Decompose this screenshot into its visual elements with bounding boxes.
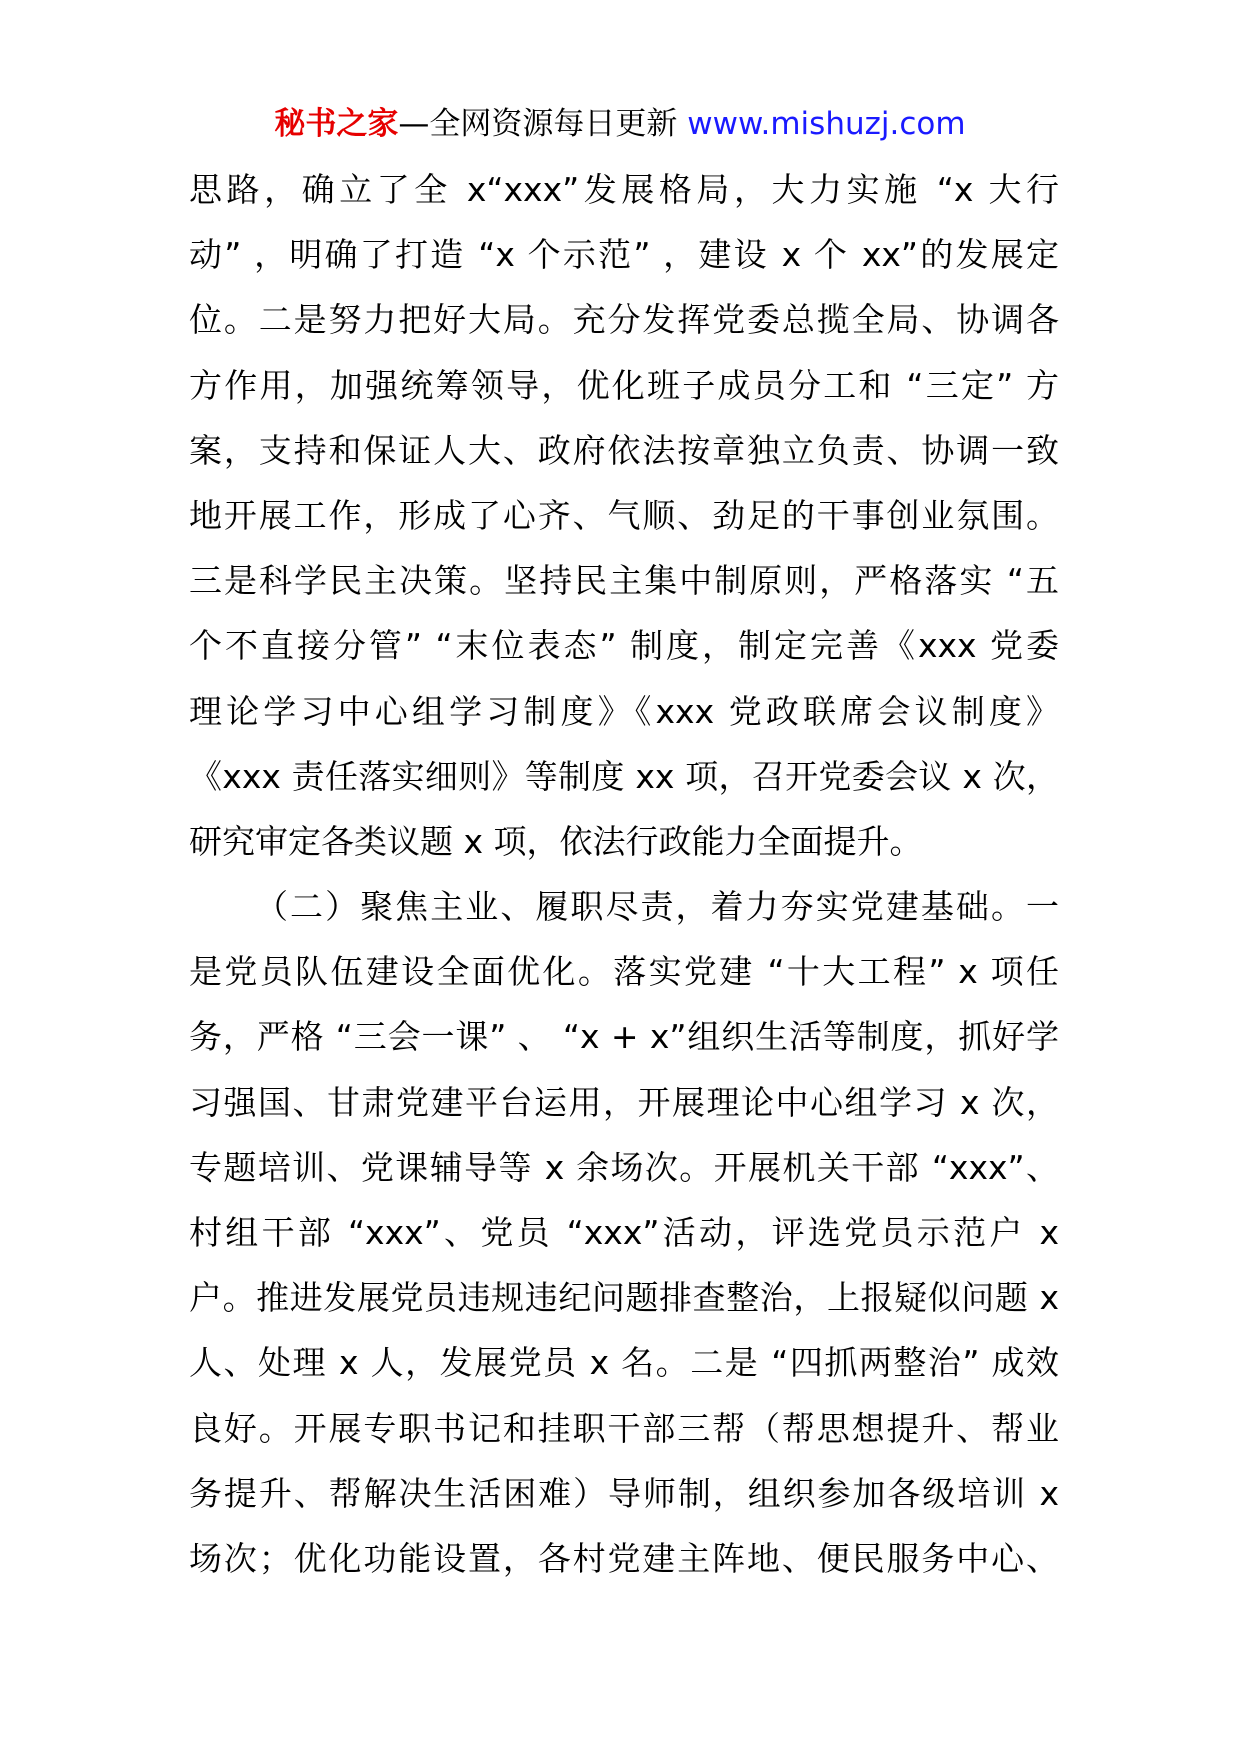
page-header	[0, 100, 1240, 148]
text-line: 户。推进发展党员违规违纪问题排查整治，上报疑似问题 x	[189, 1278, 1059, 1318]
site-slogan: —全网资源每日更新	[398, 106, 688, 142]
text-line: 理论学习中心组学习制度》《xxx 党政联席会议制度》	[189, 691, 1059, 731]
text-line: 思路，确立了全 x“xxx”发展格局，大力实施 “x 大行	[189, 170, 1059, 209]
text-line: 是党员队伍建设全面优化。落实党建 “十大工程” x 项任	[189, 952, 1059, 992]
text-line: 位。二是努力把好大局。充分发挥党委总揽全局、协调各	[189, 300, 1059, 340]
text-line: 人、处理 x 人，发展党员 x 名。二是 “四抓两整治” 成效	[189, 1343, 1059, 1383]
text-line: 良好。开展专职书记和挂职干部三帮（帮思想提升、帮业	[189, 1408, 1059, 1448]
section-heading-line: （二）聚焦主业、履职尽责，着力夯实党建基础。一	[255, 887, 1059, 927]
text-line: 案，支持和保证人大、政府依法按章独立负责、协调一致	[189, 430, 1059, 470]
text-line: 三是科学民主决策。坚持民主集中制原则，严格落实 “五	[189, 561, 1059, 601]
site-brand: 秘书之家	[274, 106, 399, 142]
paragraph-end-line: 研究审定各类议题 x 项，依法行政能力全面提升。	[189, 821, 923, 861]
document-body	[189, 163, 1059, 1597]
text-line: 地开展工作，形成了心齐、气顺、劲足的干事创业氛围。	[189, 495, 1059, 535]
text-line: 动” ，明确了打造 “x 个示范” ，建设 x 个 xx”的发展定	[189, 235, 1059, 275]
text-line: 专题培训、党课辅导等 x 余场次。开展机关干部 “xxx”、	[189, 1147, 1059, 1187]
text-line: 方作用，加强统筹领导，优化班子成员分工和 “三定” 方	[189, 365, 1059, 405]
text-line: 务提升、帮解决生活困难）导师制，组织参加各级培训 x	[189, 1473, 1059, 1513]
text-line: 场次；优化功能设置，各村党建主阵地、便民服务中心、	[189, 1538, 1059, 1578]
text-line: 务，严格 “三会一课” 、 “x + x”组织生活等制度，抓好学	[189, 1017, 1059, 1057]
text-line: 个不直接分管” “末位表态” 制度，制定完善《xxx 党委	[189, 626, 1059, 666]
text-line: 习强国、甘肃党建平台运用，开展理论中心组学习 x 次，	[189, 1082, 1059, 1122]
text-line: 《xxx 责任落实细则》等制度 xx 项，召开党委会议 x 次，	[189, 756, 1059, 796]
site-url[interactable]: www.mishuzj.com	[687, 106, 966, 142]
text-line: 村组干部 “xxx”、党员 “xxx”活动，评选党员示范户 x	[189, 1213, 1059, 1252]
